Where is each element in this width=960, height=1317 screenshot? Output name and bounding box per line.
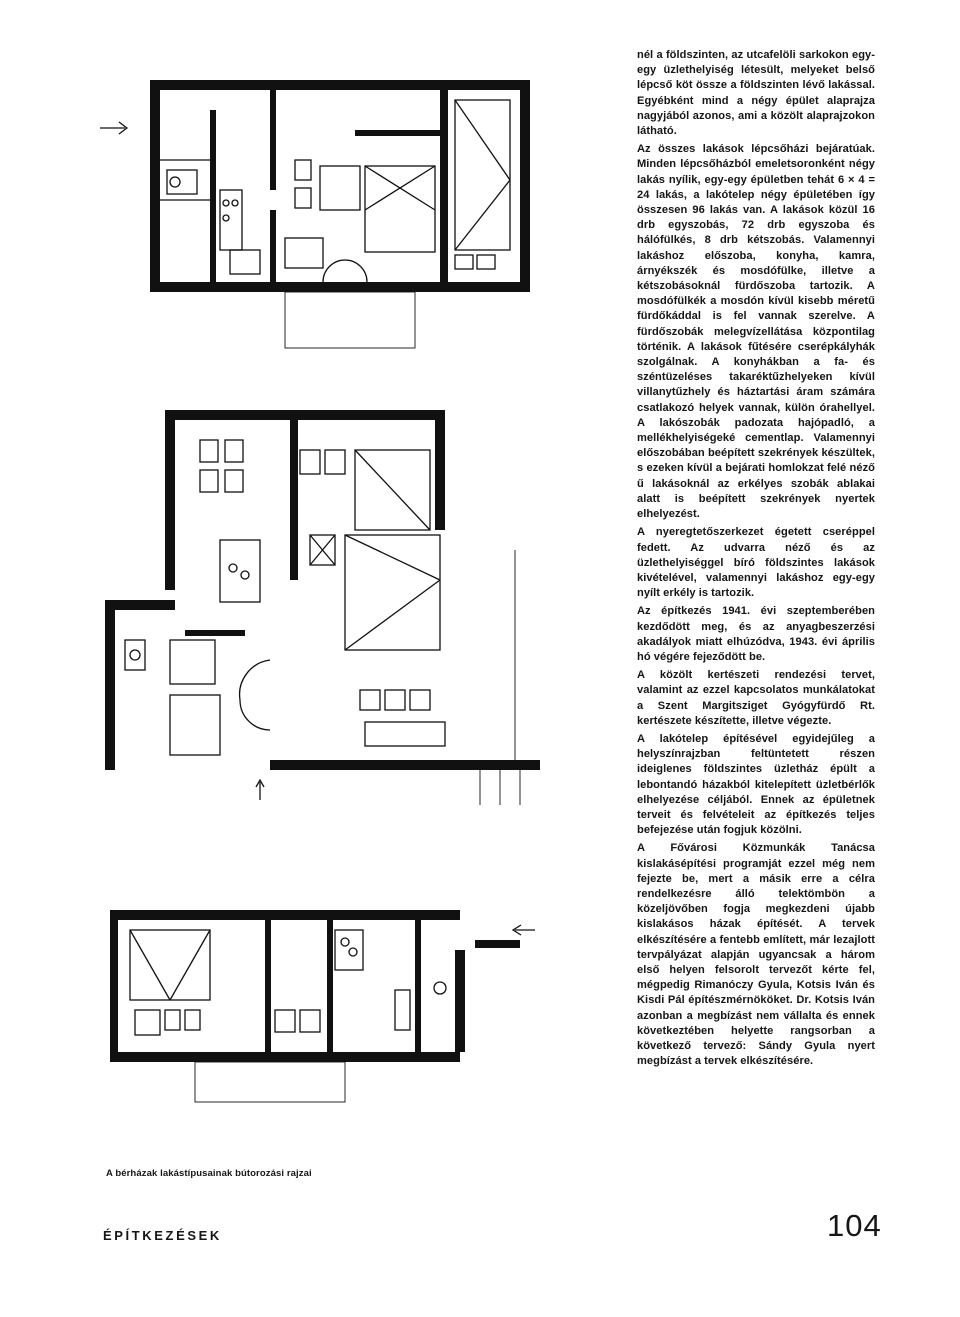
floor-plan-2 xyxy=(65,400,535,840)
paragraph: Az összes lakások lépcsőházi bejáratúak. Minden lépcsőházból emeletsoronként négy lakás nyílik, egy-egy épületben tehát 6 × 4 = 24 lakás, a lakótelep négy épületében így összesen 96 lakás van. A lakások közül 16 drb egyszobás, 72 drb egyszoba és hálófülkés, 8 drb kétszobás. Valamennyi lakáshoz előszoba, konyha, kamra, árnyékszék és mosdófülke, illetve a kétszobásoknál fürdőszoba tartozik. A mosdófülkék a mosdón kívül kisebb méretű fürdőkáddal is fel vannak szerelve. A fürdőszobák melegvízellátása központilag történik. A lakások fűtésére cserépkályhák szolgálnak. A konyhákban a fa- és széntüzeléses takaréktűzhelyeken kívül villanytűzhely és háztartási áram számára csatlakozó helyek vannak, külön órahellyel. A lakószobák padozata hajópadló, a mellékhelyiségeké cementlap. Valamennyi előszobában beépített szekrények készültek, s ezeken kívül a bejárati homlokzat felé néző ű lakásoknál az erkélyes szobák ablakai alatt is beépített szekrények nyertek elhelyezést. xyxy=(637,143,875,521)
page-number: 104 xyxy=(827,1208,882,1243)
paragraph: A nyeregtetőszerkezet égetett cseréppel fedett. Az udvarra néző és az üzlethelyiséggel bíró földszintes lakások kivételével, valamennyi lakáshoz egy-egy nyílt erkély is tartozik. xyxy=(637,526,875,600)
paragraph: A Fővárosi Közmunkák Tanácsa kislakásépítési programját ezzel még nem fejezte be, mert a másik erre a célra rendelkezésre álló telektömbön a közeljövőben fogja megkezdeni újabb kislakásos házak építését. A tervek elkészítésére a fentebb említett, már lezajlott tervpályázat alapján ugyancsak a három első helyen felsorolt tervezőt kérte fel, mégpedig Rimanóczy Gyula, Kotsis Iván és Kisdi Pál építészmérnököket. Dr. Kotsis Iván azonban a megbízást nem vállalta és ennek következtében helyette rangsorban a következő tervező: Sándy Gyula nyert megbízást a tervek elkészítésére. xyxy=(637,842,875,1068)
paragraph: A közölt kertészeti rendezési tervet, valamint az ezzel kapcsolatos munkálatokat a Szent Margitsziget Gyógyfürdő Rt. kertészete készítette, illetve végezte. xyxy=(637,669,875,727)
paragraph: Az építkezés 1941. évi szeptemberében kezdődött meg, és az anyagbeszerzési akadályok miatt elhúzódva, 1943. évi április hó végére fejeződött be. xyxy=(637,605,875,663)
floor-plan-1 xyxy=(95,70,545,360)
floor-plan-3 xyxy=(95,880,545,1110)
article-text-column xyxy=(637,48,875,1072)
paragraph: A lakótelep építésével egyidejűleg a helyszínrajzban feltüntetett részen ideiglenes földszintes üzletház épült a lebontandó házakból kitelepített üzletbérlők elhelyezése céljából. Ennek az épületnek terveit és felvételeit az építkezés teljes befejezése után fogjuk közölni. xyxy=(637,732,875,837)
journal-name: ÉPÍTKEZÉSEK xyxy=(103,1228,222,1243)
figure-caption: A bérházak lakástípusainak bútorozási rajzai xyxy=(106,1168,312,1179)
paragraph: nél a földszinten, az utcafelöli sarkokon egy-egy üzlethelyiség létesült, melyeket belső lépcső köt össze a földszinten lévő lakással. Egyébként mind a négy épület alaprajza nagyjából azonos, ami a közölt alaprajzokon látható. xyxy=(637,49,875,138)
